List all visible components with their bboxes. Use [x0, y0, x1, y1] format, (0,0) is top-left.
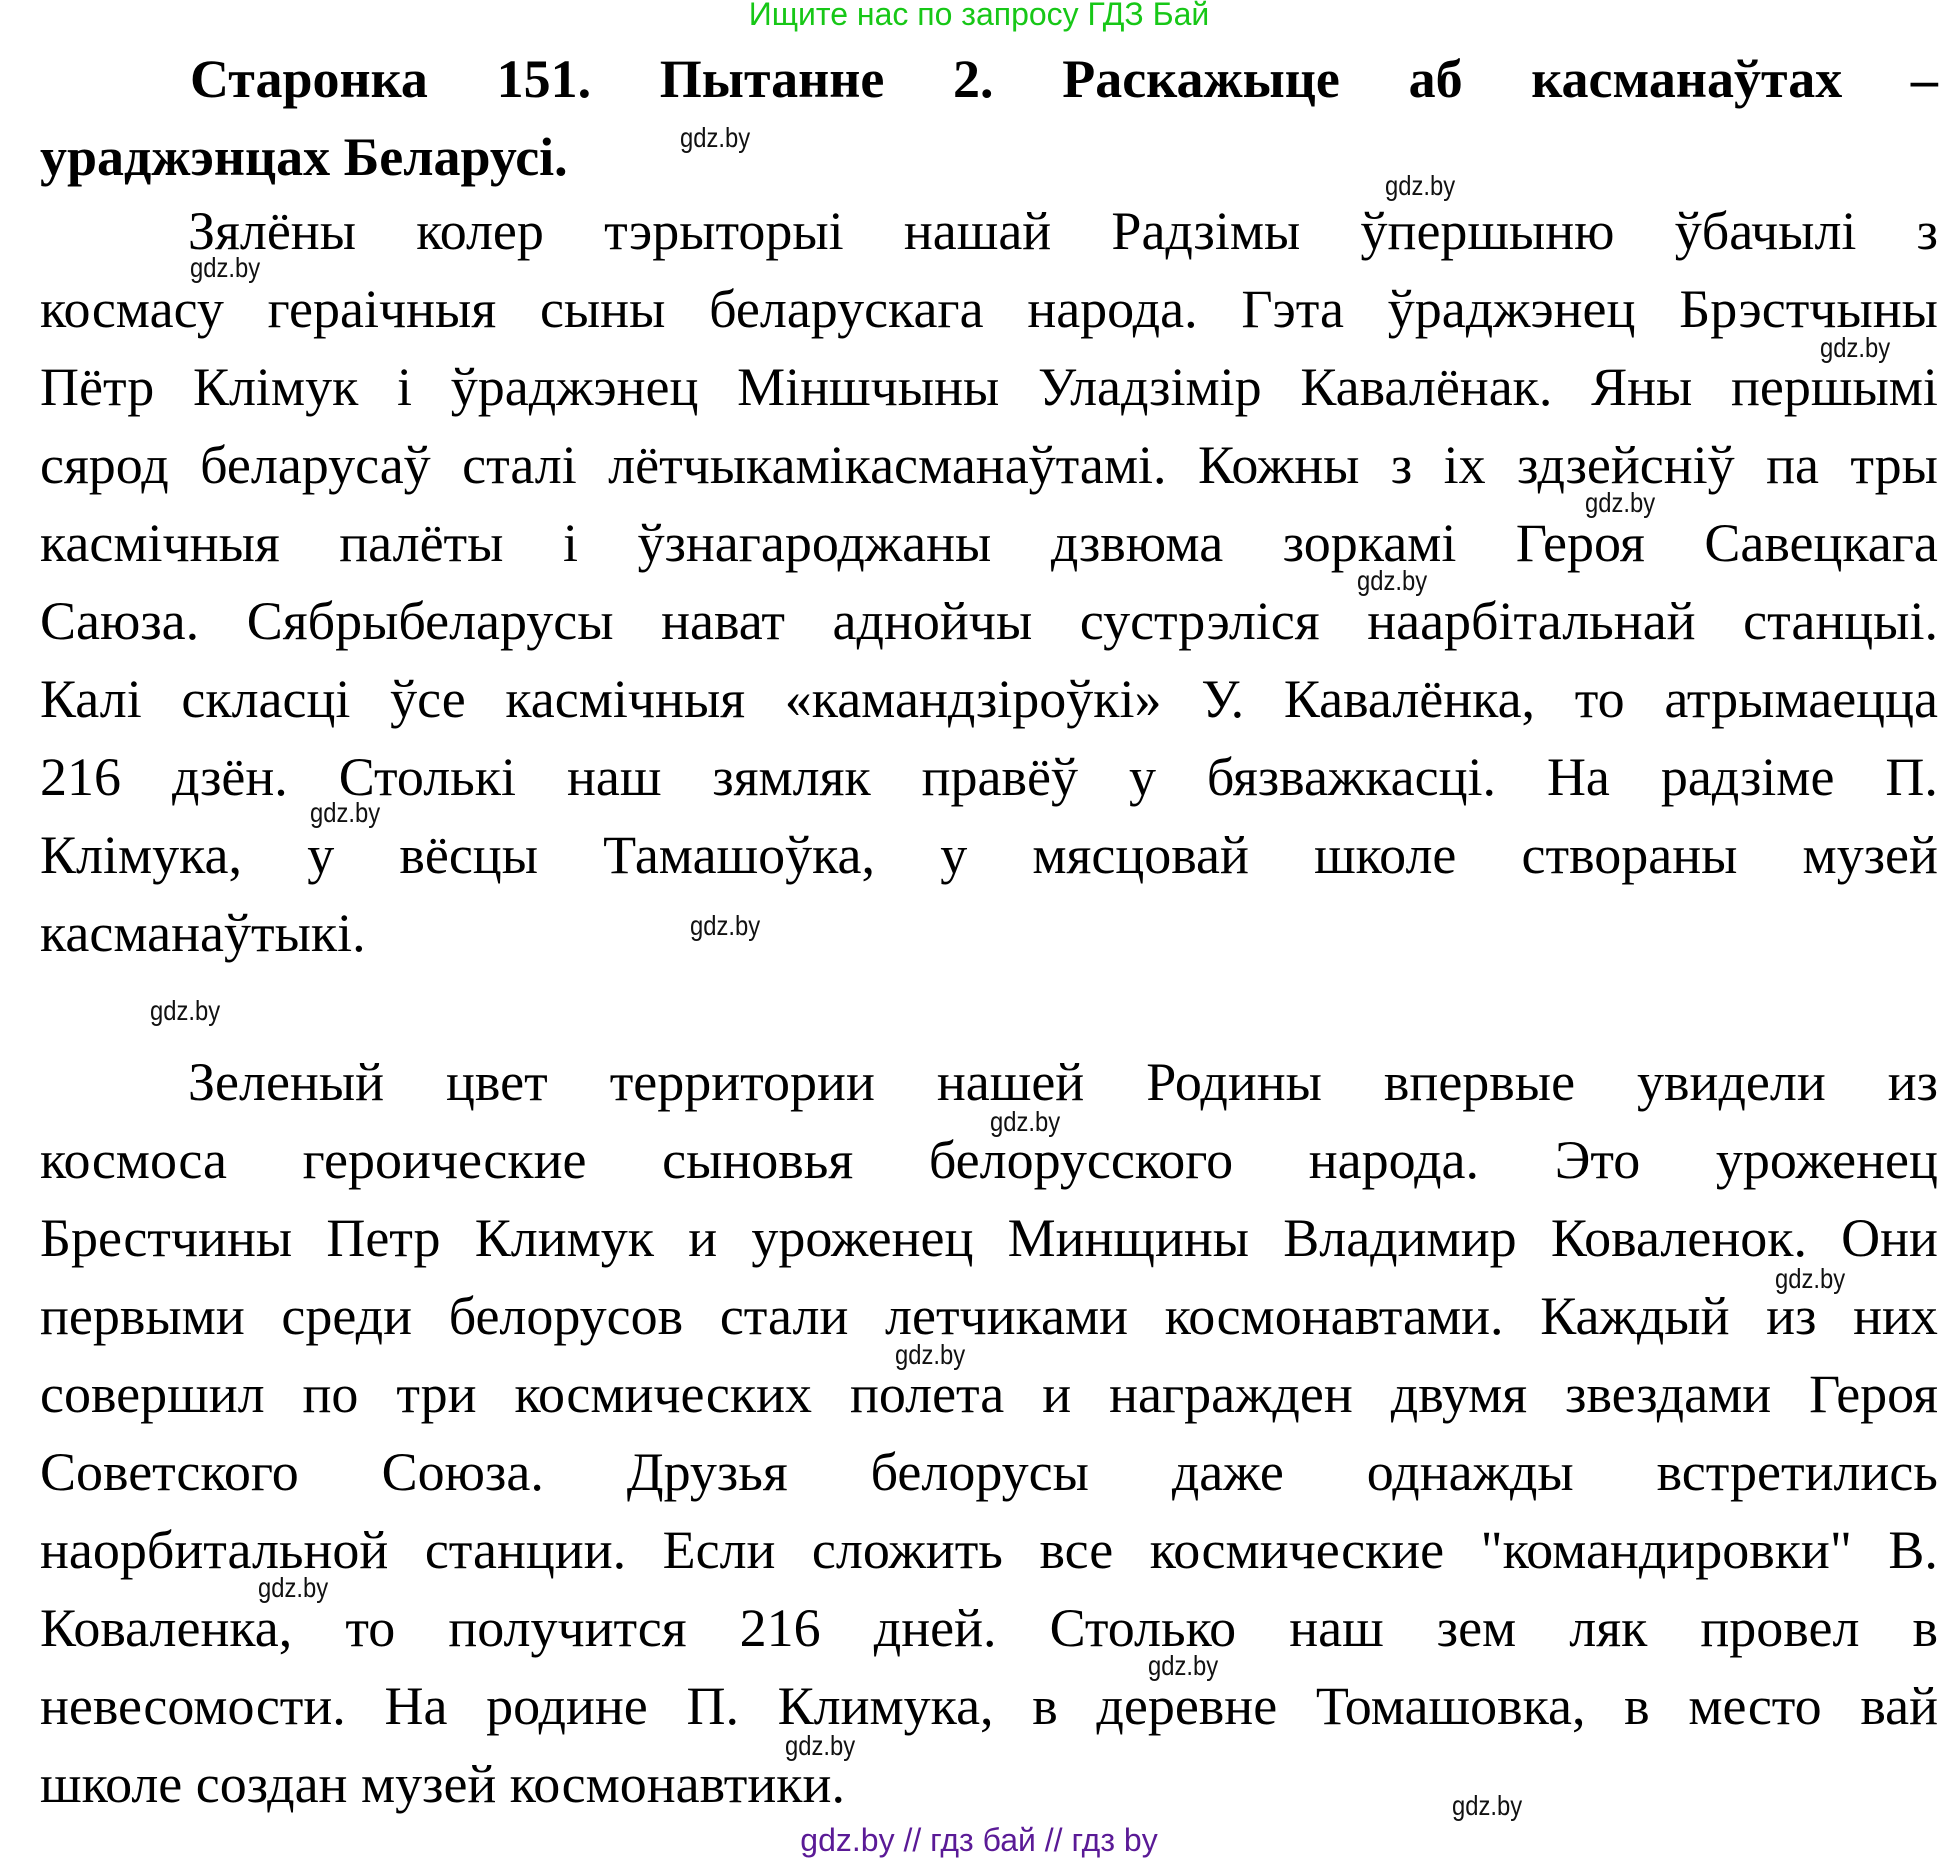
word: Героя — [1809, 1364, 1938, 1424]
watermark: gdz.by — [1585, 487, 1656, 518]
word: сложить — [811, 1520, 1003, 1580]
word: впервые — [1383, 1052, 1576, 1112]
word: Героя — [1515, 513, 1645, 573]
watermark: gdz.by — [1452, 1790, 1523, 1821]
word: Брестчины — [40, 1208, 293, 1268]
word: наорбитальной — [40, 1520, 389, 1580]
watermark: gdz.by — [690, 910, 761, 941]
word: Друзья — [626, 1442, 788, 1502]
word: У. — [1201, 669, 1245, 729]
watermark: gdz.by — [150, 995, 221, 1026]
watermark: gdz.by — [1148, 1650, 1219, 1681]
word: колер — [416, 201, 544, 261]
watermark: gdz.by — [258, 1572, 329, 1603]
word: беларусаў — [200, 435, 431, 495]
word: Брэстчыны — [1679, 279, 1938, 339]
word: Союза. — [381, 1442, 544, 1502]
word: у — [1128, 747, 1156, 807]
word: касмічныя — [40, 513, 280, 573]
watermark: gdz.by — [680, 122, 751, 153]
word: дзвюма — [1050, 513, 1224, 573]
word: гераічныя — [267, 279, 497, 339]
text-line — [40, 1281, 1938, 1351]
text-line — [40, 820, 1938, 890]
word: Уладзімір — [1037, 357, 1262, 417]
word: ўсе — [390, 669, 466, 729]
text-line — [40, 1359, 1938, 1429]
word: першымі — [1731, 357, 1938, 417]
word: П. — [686, 1676, 739, 1736]
word: правёў — [921, 747, 1078, 807]
word: нашей — [936, 1052, 1085, 1112]
word: в — [1912, 1598, 1938, 1658]
word: ўраджэнец — [1387, 279, 1636, 339]
word: у — [307, 825, 335, 885]
title-word: – — [1910, 49, 1938, 109]
footer-links: gdz.by // гдз бай // гдз by — [800, 1822, 1158, 1858]
word: звездами — [1565, 1364, 1772, 1424]
text-line — [40, 352, 1938, 422]
word: космоса — [40, 1130, 227, 1190]
word: в — [1032, 1676, 1058, 1736]
word: них — [1853, 1286, 1938, 1346]
word: беларускага — [709, 279, 984, 339]
word: створаны — [1521, 825, 1738, 885]
word: іх — [1443, 435, 1486, 495]
title-word: касманаўтах — [1531, 49, 1843, 109]
watermark: gdz.by — [1775, 1263, 1846, 1294]
word: героические — [302, 1130, 587, 1190]
word: белорусов — [448, 1286, 684, 1346]
word: и — [688, 1208, 718, 1268]
watermark: gdz.by — [895, 1339, 966, 1370]
word: мясцовай — [1032, 825, 1249, 885]
word: полета — [849, 1364, 1005, 1424]
word: родине — [486, 1676, 648, 1736]
word: Клімука, — [40, 825, 243, 885]
text-line — [40, 1437, 1938, 1507]
word: у — [940, 825, 968, 885]
word: вёсцы — [399, 825, 538, 885]
word: Столькі — [338, 747, 517, 807]
word: Минщины — [1007, 1208, 1250, 1268]
word: цвет — [446, 1052, 548, 1112]
word: в — [1624, 1676, 1650, 1736]
word: сталі — [462, 435, 577, 495]
word: Савецкага — [1704, 513, 1938, 573]
word: деревне — [1096, 1676, 1278, 1736]
word: На — [384, 1676, 448, 1736]
word: то — [345, 1598, 396, 1658]
word: Климука, — [777, 1676, 994, 1736]
text-line — [188, 1047, 1938, 1117]
word: палёты — [339, 513, 504, 573]
word: встретились — [1656, 1442, 1938, 1502]
word: і — [562, 513, 578, 573]
word: Климук — [474, 1208, 655, 1268]
word: ўпершыню — [1360, 201, 1615, 261]
word: три — [396, 1364, 477, 1424]
watermark: gdz.by — [1820, 332, 1891, 363]
word: Тамашоўка, — [603, 825, 876, 885]
word: космические — [1149, 1520, 1445, 1580]
word: Гэта — [1241, 279, 1344, 339]
word: Советского — [40, 1442, 299, 1502]
word: наш — [1289, 1598, 1384, 1658]
word: Коваленок. — [1550, 1208, 1807, 1268]
word: получится — [448, 1598, 687, 1658]
word: школе — [1314, 825, 1457, 885]
word: На — [1546, 747, 1610, 807]
word: Саюза. — [40, 591, 200, 651]
word: белорусского — [928, 1130, 1234, 1190]
word: і — [397, 357, 413, 417]
word: з — [1916, 201, 1938, 261]
word: Пётр — [40, 357, 155, 417]
word: з — [1390, 435, 1413, 495]
word: стали — [719, 1286, 849, 1346]
word: по — [302, 1364, 359, 1424]
word: наарбітальнай — [1367, 591, 1696, 651]
word: бязважкасці. — [1206, 747, 1496, 807]
word: из — [1887, 1052, 1938, 1112]
word: зем — [1436, 1598, 1517, 1658]
word: космасу — [40, 279, 224, 339]
word: нават — [661, 591, 785, 651]
word: Клімук — [192, 357, 359, 417]
watermark: gdz.by — [190, 252, 261, 283]
word: Кавалёнка, — [1283, 669, 1536, 729]
text-line — [40, 1125, 1938, 1195]
word: белорусы — [870, 1442, 1089, 1502]
watermark: gdz.by — [990, 1106, 1061, 1137]
text-line — [40, 1671, 1938, 1741]
word: станцыі. — [1743, 591, 1938, 651]
word: награжден — [1109, 1364, 1353, 1424]
watermark: gdz.by — [1357, 565, 1428, 596]
word: место — [1688, 1676, 1822, 1736]
word: двумя — [1390, 1364, 1528, 1424]
word: музей — [1802, 825, 1938, 885]
word: Томашовка, — [1315, 1676, 1586, 1736]
word: народа. — [1027, 279, 1198, 339]
word: среди — [281, 1286, 413, 1346]
text-line: школе создан музей космонавтики. — [40, 1754, 845, 1814]
word: тры — [1850, 435, 1938, 495]
word: космических — [514, 1364, 812, 1424]
word: Коваленка, — [40, 1598, 293, 1658]
word: «камандзіроўкі» — [784, 669, 1162, 729]
watermark: gdz.by — [785, 1730, 856, 1761]
word: увидели — [1637, 1052, 1826, 1112]
word: территории — [609, 1052, 875, 1112]
word: ляк — [1569, 1598, 1648, 1658]
word: однажды — [1366, 1442, 1574, 1502]
title-word: Старонка — [190, 49, 428, 109]
word: космонавтами. — [1164, 1286, 1504, 1346]
word: провел — [1700, 1598, 1860, 1658]
word: летчиками — [885, 1286, 1129, 1346]
word: вай — [1860, 1676, 1938, 1736]
word: то — [1574, 669, 1625, 729]
word: совершил — [40, 1364, 265, 1424]
word: Петр — [326, 1208, 441, 1268]
title-word: Раскажыце — [1062, 49, 1340, 109]
word: уроженец — [1715, 1130, 1938, 1190]
word: нашай — [903, 201, 1052, 261]
word: даже — [1171, 1442, 1284, 1502]
word: сыны — [539, 279, 666, 339]
word: народа. — [1308, 1130, 1480, 1190]
word: ўбачылі — [1674, 201, 1857, 261]
top-banner: Ищите нас по запросу ГДЗ Бай — [748, 0, 1210, 32]
word: лётчыкамікасманаўтамі. — [608, 435, 1167, 495]
word: первыми — [40, 1286, 245, 1346]
word: Каждый — [1540, 1286, 1730, 1346]
word: касмічныя — [505, 669, 746, 729]
word: наш — [566, 747, 662, 807]
word: станции. — [424, 1520, 627, 1580]
word: уроженец — [751, 1208, 974, 1268]
word: Міншчыны — [737, 357, 1000, 417]
text-line — [40, 274, 1938, 344]
text-line — [40, 1203, 1938, 1273]
word: зямляк — [712, 747, 871, 807]
word: Зялёны — [188, 201, 356, 261]
word: атрымаецца — [1664, 669, 1938, 729]
word: и — [1042, 1364, 1072, 1424]
word: Владимир — [1283, 1208, 1517, 1268]
word: Яны — [1591, 357, 1693, 417]
title-line-2: ураджэнцах Беларусі. — [40, 127, 568, 187]
word: дзён. — [171, 747, 288, 807]
word: Родины — [1146, 1052, 1322, 1112]
word: из — [1766, 1286, 1817, 1346]
word: сярод — [40, 435, 169, 495]
title-word: Пытанне — [659, 49, 885, 109]
word: па — [1766, 435, 1819, 495]
word: ўзнагароджаны — [637, 513, 992, 573]
word: ўраджэнец — [450, 357, 699, 417]
word: скласці — [181, 669, 351, 729]
word: все — [1039, 1520, 1114, 1580]
word: П. — [1885, 747, 1938, 807]
text-line — [40, 586, 1938, 656]
word: дней. — [873, 1598, 997, 1658]
word: Кавалёнак. — [1300, 357, 1553, 417]
watermark: gdz.by — [1385, 170, 1456, 201]
word: Сябрыбеларусы — [246, 591, 614, 651]
watermark: gdz.by — [310, 797, 381, 828]
word: тэрыторыі — [604, 201, 844, 261]
word: 216 — [739, 1598, 821, 1658]
text-line: касманаўтыкі. — [40, 903, 366, 963]
word: "командировки" — [1480, 1520, 1852, 1580]
word: невесомости. — [40, 1676, 346, 1736]
title-word: 151. — [496, 49, 592, 109]
word: Если — [662, 1520, 776, 1580]
word: Они — [1841, 1208, 1938, 1268]
page-title — [40, 40, 1938, 196]
title-word: 2. — [953, 49, 994, 109]
word: Кожны — [1197, 435, 1360, 495]
word: Радзімы — [1111, 201, 1301, 261]
word: Калі — [40, 669, 142, 729]
word: аднойчы — [832, 591, 1033, 651]
word: радзіме — [1660, 747, 1835, 807]
word: 216 — [40, 747, 121, 807]
word: сыновья — [662, 1130, 854, 1190]
title-word: аб — [1408, 49, 1463, 109]
word: Это — [1554, 1130, 1641, 1190]
word: здзейсніў — [1517, 435, 1735, 495]
word: Зеленый — [188, 1052, 385, 1112]
text-line — [188, 196, 1938, 266]
word: Столько — [1049, 1598, 1237, 1658]
word: зоркамі — [1282, 513, 1457, 573]
title-line-1 — [40, 40, 1938, 118]
text-line — [40, 664, 1938, 734]
word: сустрэліся — [1079, 591, 1320, 651]
word: В. — [1888, 1520, 1938, 1580]
